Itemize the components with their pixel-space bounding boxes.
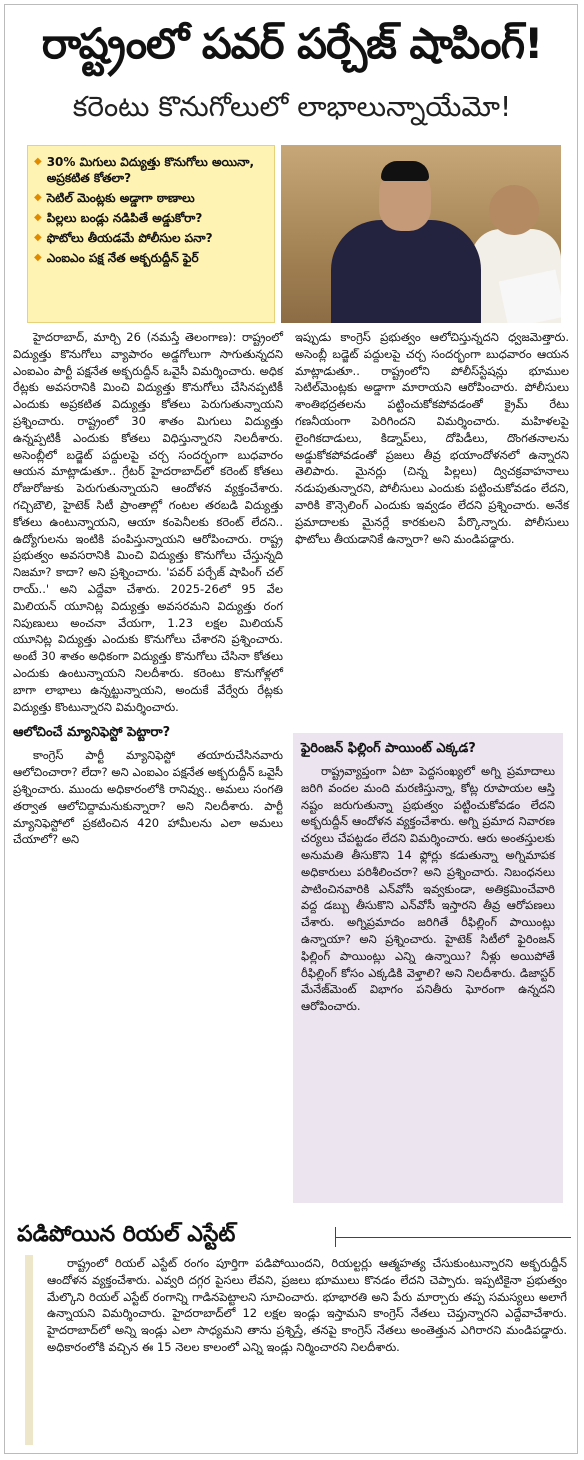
real-estate-text: రాష్ట్రంలో రియల్ ఎస్టేట్ రంగం పూర్తిగా పడిపోయిందని, రియల్టర్లు ఆత్మహత్య చేసుకుంటున్నారని అక్బరుద్దీన్ ఆందోళన వ్యక్తంచేశారు. ఎవ్వరి దగ్గర పైసలు లేవని, ప్రజలు భూములు కొనడం లేదని చెప్పారు. ఇప్పటికైనా ప్రభుత్వం మేల్కొని రియల్ ఎస్టేట్ రంగాన్ని గాడినపెట్టాలని సూచించారు. భూభారతి అని పేరు మార్చారు తప్ప సమస్యలు అలాగే ఉన్నాయని విమర్శించారు. హైదరాబాద్‌లో 12 లక్షల ఇండ్లు ఇస్తామని కాంగ్రెస్ నేతలు చెప్తున్నారని ఎద్దేవాచేశారు. హైదరాబాద్‌లో అన్ని ఇండ్లు ఎలా సాధ్యమని తాను ప్రశ్నిస్తే, తనపై కాంగ్రెస్ నేతలు అంతెత్తున ఎగిరారని మండిపడ్డారు. అధికారంలోకి వచ్చిన ఈ 15 నెలల కాలంలో ఎన్ని ఇండ్లు నిర్మించారని నిలదీశారు. [47, 1256, 567, 1354]
highlight-item [34, 250, 268, 266]
fire-engine-heading: ఫైరింజన్ ఫిల్లింగ్ పాయింట్ ఎక్కడ? [301, 741, 476, 756]
highlight-text: సెటిల్ మెంట్లకు అడ్డాగా ఠాణాలు [46, 191, 195, 205]
highlight-text: ఫొటోలు తీయడమే పోలీసుల పనా? [46, 231, 213, 245]
diamond-bullet-icon: ◆ [34, 212, 42, 223]
diamond-bullet-icon: ◆ [34, 156, 42, 167]
highlight-item [34, 190, 268, 206]
diamond-bullet-icon: ◆ [34, 232, 42, 243]
highlight-item [34, 210, 268, 226]
diamond-bullet-icon: ◆ [34, 192, 42, 203]
highlights-box [27, 145, 275, 323]
manifesto-subheading: ఆలోచించే మ్యానిఫెస్టో పెట్టారా? [13, 725, 171, 741]
right-column [295, 329, 569, 547]
speaker-body [331, 220, 481, 323]
background-person-head [489, 185, 539, 235]
real-estate-heading: పడిపోయిన రియల్ ఎస్టేట్ [17, 1222, 236, 1247]
side-accent-bar [25, 1255, 33, 1445]
headline: రాష్ట్రంలో పవర్ పర్చేజ్ షాపింగ్! [41, 19, 543, 68]
heading-rule [335, 1237, 571, 1238]
highlight-text: ఎంఐఎం పక్ష నేత అక్బరుద్దీన్ ఫైర్ [46, 251, 199, 265]
highlight-text: 30% మిగులు విద్యుత్తు కొనుగోలు అయినా, అప్రకటిత కోతలా? [46, 155, 255, 185]
highlight-item [34, 230, 268, 246]
subheadline: కరెంటు కొనుగోలులో లాభాలున్నాయేమో! [72, 90, 512, 123]
fire-engine-box [293, 733, 563, 1203]
right-paragraph: ఇప్పుడు కాంగ్రెస్ ప్రభుత్వం ఆలోచిస్తున్నదని ధ్వజమెత్తారు. అసెంబ్లీ బడ్జెట్ పద్దులపై చర్చ సందర్భంగా బుధవారం ఆయన మాట్లాడుతూ.. రాష్ట్రంలోని పోలీస్‌స్టేషన్లు భూముల సెటిల్‌మెంట్లకు అడ్డాగా మారాయని ఆరోపించారు. పోలీసులు శాంతిభద్రతలను పట్టించుకోకపోవడంతో క్రైమ్ రేటు గణనీయంగా పెరిగిందని విమర్శించారు. మహిళలపై లైంగికదాడులు, కిడ్నాప్‌లు, దోపిడీలు, దొంగతనాలను అడ్డుకోకపోవడంతో ప్రజలు తీవ్ర భయాందోళనలో ఉన్నారని తెలిపారు. మైనర్లు (చిన్న పిల్లలు) ద్విచక్రవాహనాలు నడుపుతున్నారని, పోలీసులు ఎందుకు పట్టించుకోవడం లేదని, వారికి కౌన్సెలింగ్ ఎందుకు ఇవ్వడం లేదని ప్రశ్నించారు. అనేక ప్రమాదాలకు మైనర్లే కారకులని పేర్కొన్నారు. పోలీసులు ఫొటోలు తీయడానికే ఉన్నారా? అని మండిపడ్డారు. [295, 330, 569, 546]
highlight-item [34, 154, 268, 186]
newspaper-clipping [4, 4, 578, 1454]
highlight-text: పిల్లలు బండ్లు నడిపితే అడ్డుకోరా? [46, 211, 203, 225]
assembly-photo [281, 145, 561, 323]
left-paragraph: హైదరాబాద్, మార్చి 26 (నమస్తే తెలంగాణ): రాష్ట్రంలో విద్యుత్తు కొనుగోలు వ్యాపారం అడ్డగోలుగా సాగుతున్నదని ఎంఐఎం పార్టీ పక్షనేత అక్బరుద్దీన్ ఒవైసీ విమర్శించారు. అధిక రేట్లకు అవసరానికి మించి విద్యుత్తు కొనుగోలు చేసినప్పటికీ ఎందుకు అప్రకటిత విద్యుత్తు కోతలు పెరుగుతున్నాయని ప్రశ్నించారు. రాష్ట్రంలో 30 శాతం మిగులు విద్యుత్తు ఉన్నప్పటికీ ఎందుకు కోతలు విధిస్తున్నారని నిలదీశారు. అసెంబ్లీలో బడ్జెట్ పద్దులపై చర్చ సందర్భంగా బుధవారం ఆయన మాట్లాడుతూ.. గ్రేటర్ హైదరాబాద్‌లో కరెంట్ కోతలు రోజురోజుకు పెరుగుతున్నాయని ఆందోళన వ్యక్తంచేశారు. గచ్చిబౌలి, హైటెక్ సిటీ ప్రాంతాల్లో గంటల తరబడి విద్యుత్తు కోతలు ఉంటున్నాయని, ఆయా కంపెనీలకు కరెంట్ లేదని.. ఉద్యోగులను ఇంటికి పంపిస్తున్నాయని ఆరోపించారు. రాష్ట్ర ప్రభుత్వం అవసరానికి మించి విద్యుత్తు కొనుగోలు చేస్తున్నది నిజమా? కాదా? అని ప్రశ్నించారు. 'పవర్ పర్చేజ్ షాపింగ్ చల్ రాయ్..' అని ఎద్దేవా చేశారు. 2025-26లో 95 వేల మిలియన్ యూనిట్ల విద్యుత్తు అవసరమని విద్యుత్తు రంగ నిపుణులు అంచనా వేయగా, 1.23 లక్షల మిలియన్ యూనిట్ల విద్యుత్తు ఎందుకు కొనుగోలు చేశారని ప్రశ్నించారు. అంటే 30 శాతం అధికంగా విద్యుత్తు కొనుగోలు చేసినా కోతలు ఎందుకు ఉంటున్నాయని నిలదీశారు. కరెంటు కొనుగోళ్లలో బాగా లాభాలు ఉన్నట్టున్నాయని, అందుకే వేర్వేరు రేట్లకు విద్యుత్తు కొంటున్నారని విమర్శించారు. [13, 330, 283, 714]
manifesto-paragraph: కాంగ్రెస్ పార్టీ మ్యానిఫెస్టో తయారుచేసినవారు ఆలోచించారా? లేదా? అని ఎంఐఎం పక్షనేత అక్బరుద్దీన్ ఒవైసీ ప్రశ్నించారు. ముందు అధికారంలోకి రానివ్వు.. అమలు సంగతి తర్వాత ఆలోచిద్దామనుకున్నారా? అని నిలదీశారు. పార్టీ మ్యానిఫెస్టోలో ప్రకటించిన 420 హామీలను ఎలా అమలు చేయాలో? అని [13, 748, 283, 847]
speaker-cap [381, 161, 429, 181]
diamond-bullet-icon: ◆ [34, 252, 42, 263]
fire-engine-text: రాష్ట్రవ్యాప్తంగా ఏటా పెద్దసంఖ్యలో అగ్ని ప్రమాదాలు జరిగి వందల మంది మరణిస్తున్నా, కోట్ల రూపాయల ఆస్తి నష్టం జరుగుతున్నా ప్రభుత్వం పట్టించుకోవడం లేదని అక్బరుద్దీన్ ఆందోళన వ్యక్తంచేశారు. అగ్ని ప్రమాద నివారణ చర్యలు చేపట్టడం లేదని విమర్శించారు. ఆరు అంతస్తులకు అనుమతి తీసుకొని 14 ఫ్లోర్లు కడుతున్నా అగ్నిమాపక అధికారులు పరిశీలించరా? అని ప్రశ్నించారు. నిబంధనలు పాటించినవారికి ఎన్‌వోసీ ఇవ్వకుండా, అతిక్రమించేవారి వద్ద డబ్బు తీసుకొని ఎన్‌వోసీ ఇస్తారని తీవ్ర ఆరోపణలు చేశారు. అగ్నిప్రమాదం జరిగితే రీఫిల్లింగ్ పాయింట్లు ఉన్నాయా? అని ప్రశ్నించారు. హైటెక్ సిటీలో ఫైరింజన్ ఫిల్లింగ్ పాయింట్లు ఎన్ని ఉన్నాయి? నీళ్లు అయిపోతే రీఫిల్లింగ్ కోసం ఎక్కడికి వెళ్తాలి? అని నిలదీశారు. డిజాస్టర్ మేనేజ్‌మెంట్ విభాగం పనితీరు ఘోరంగా ఉన్నదని ఆరోపించారు. [301, 764, 555, 1014]
left-column [13, 329, 283, 848]
